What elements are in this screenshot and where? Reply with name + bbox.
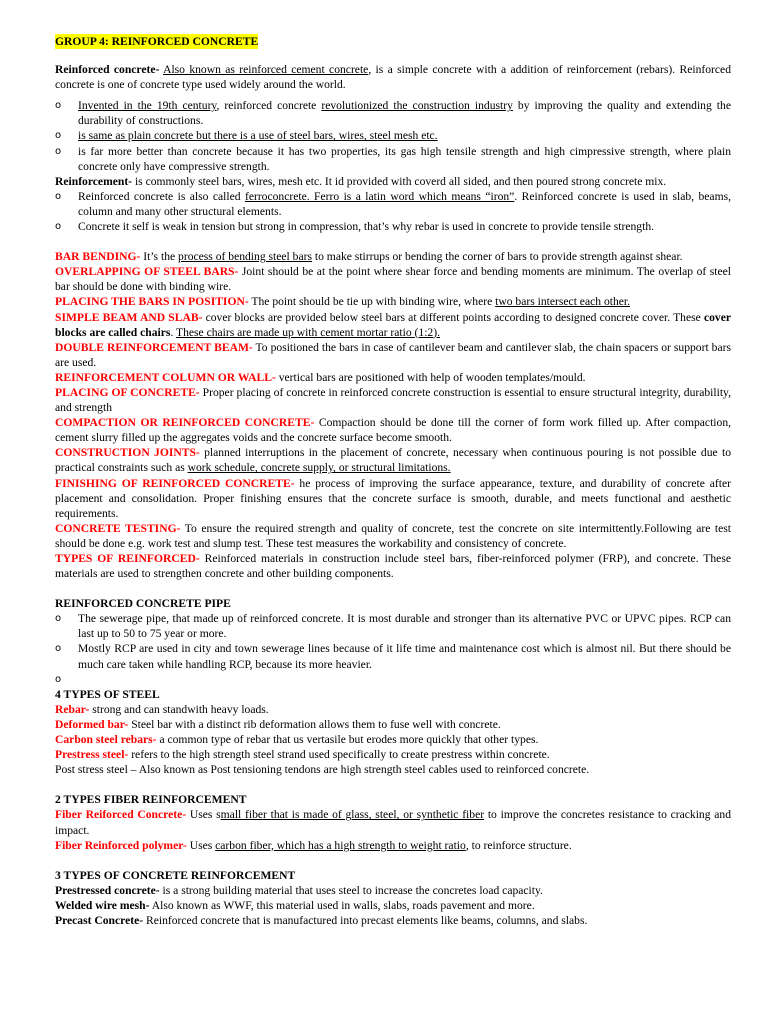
bullet-item: o is same as plain concrete but there is a use of steel bars, wires, steel mesh etc. <box>55 129 438 143</box>
bar-bending-paragraph: BAR BENDING- It’s the process of bending steel bars to make stirrups or bending the corner of bars to provide strength against shear. <box>55 250 683 264</box>
red-term: OVERLAPPING OF STEEL BARS- <box>55 265 239 279</box>
bullet-marker: o <box>55 673 62 685</box>
steel-item: Prestress steel- refers to the high strength steel strand used specifically to create prestress within concrete. <box>55 748 550 762</box>
steel-item: Rebar- strong and can standwith heavy loads. <box>55 702 269 716</box>
red-term: FINISHING OF REINFORCED CONCRETE- <box>55 476 295 490</box>
red-term: DOUBLE REINFORCEMENT BEAM- <box>55 340 253 354</box>
construction-joints-paragraph: CONSTRUCTION JOINTS- planned interruptions in the placement of concrete, necessary when continuous pouring is not possible due to practical constraints such as work schedule, concrete supply, or structural limitations. <box>55 446 731 475</box>
red-term: PLACING THE BARS IN POSITION- <box>55 295 249 309</box>
bullet-marker: o <box>55 643 62 655</box>
term: Reinforced concrete- <box>55 63 160 77</box>
fiber-heading: 2 TYPES FIBER REINFORCEMENT <box>55 793 247 807</box>
column-paragraph: REINFORCEMENT COLUMN OR WALL- vertical bars are positioned with help of wooden templates/mould. <box>55 370 586 384</box>
steel-heading: 4 TYPES OF STEEL <box>55 687 160 701</box>
bullet-item: o Reinforced concrete is also called ferroconcrete. Ferro is a latin word which means “iron”. Reinforced concrete is used in slab, beams, column and many other structural elements. <box>55 189 732 218</box>
reinforcement-paragraph: Reinforcement- is commonly steel bars, wires, mesh etc. It id provided with coverd all sided, and then poured strong concrete mix. <box>55 174 667 188</box>
intro-paragraph: Reinforced concrete- Also known as reinforced cement concrete, is a simple concrete with a addition of reinforcement (rebars). Reinforced concrete is one of concrete type used widely around the world. <box>55 63 731 92</box>
double-reinforcement-paragraph: DOUBLE REINFORCEMENT BEAM- To positioned the bars in case of cantilever beam and cantilever slab, the chain spacers or support bars are used. <box>55 340 731 369</box>
red-term: BAR BENDING- <box>55 250 141 264</box>
red-term: PLACING OF CONCRETE- <box>55 385 200 399</box>
placing-concrete-paragraph: PLACING OF CONCRETE- Proper placing of concrete in reinforced concrete construction is essential to ensure structural integrity, durability, and strength <box>55 385 731 415</box>
fiber-item: Fiber Reinforced polymer- Uses carbon fiber, which has a high strength to weight ratio, to reinforce structure. <box>55 838 572 852</box>
compaction-paragraph: COMPACTION OR REINFORCED CONCRETE- Compaction should be done till the corner of form work filled up. After compaction, cement slurry filled up the aggregates voids and the concrete surface become smooth. <box>55 416 732 445</box>
concrete-type-item: Prestressed concrete- is a strong building material that uses steel to increase the concretes load capacity. <box>55 883 543 897</box>
concrete-type-item: Precast Concrete- Reinforced concrete that is manufactured into precast elements like beams, columns, and slabs. <box>55 913 588 927</box>
bullet-item: o is far more better than concrete because it has two properties, its gas high tensile strength and high cimpressive strength, where plain concrete only have compressive strength. <box>55 144 731 173</box>
steel-item: Carbon steel rebars- a common type of rebar that us vertasile but erodes more quickly that other types. <box>55 733 539 747</box>
concrete-testing-paragraph: CONCRETE TESTING- To ensure the required strength and quality of concrete, test the concrete on site intermittently.Following are test should be done e.g. work test and slump test. These test measures the workability and consistency of concrete. <box>55 521 731 550</box>
red-term: SIMPLE BEAM AND SLAB- <box>55 310 203 324</box>
concrete-type-item: Welded wire mesh- Also known as WWF, this material used in walls, slabs, roads pavement and more. <box>55 898 535 912</box>
bullet-marker: o <box>55 130 62 142</box>
bullet-item: o Mostly RCP are used in city and town sewerage lines because of it life time and maintenance cost which is almost nil. But there should be much care taken while handling RCP, because its more heavier. <box>55 642 731 671</box>
bullet-marker: o <box>55 100 62 112</box>
finishing-paragraph: FINISHING OF REINFORCED CONCRETE- he process of improving the surface appearance, texture, and durability of concrete after placement and consolidation. Proper finishing ensures that the concrete surface is smooth, durable, and meets functional and aesthetic requirements. <box>55 476 731 520</box>
term: Reinforcement- <box>55 174 133 188</box>
red-term: REINFORCEMENT COLUMN OR WALL- <box>55 370 276 384</box>
placing-bars-paragraph: PLACING THE BARS IN POSITION- The point should be tie up with binding wire, where two bars intersect each other. <box>55 295 631 309</box>
bullet-marker: o <box>55 145 62 157</box>
document-body <box>55 34 731 928</box>
fiber-item: Fiber Reiforced Concrete- Uses small fiber that is made of glass, steel, or synthetic fiber to improve the concretes resistance to cracking and impact. <box>55 808 731 837</box>
bullet-item-empty <box>55 672 731 687</box>
red-term: COMPACTION OR REINFORCED CONCRETE- <box>55 416 315 430</box>
red-term: TYPES OF REINFORCED- <box>55 552 200 565</box>
red-term: CONCRETE TESTING- <box>55 521 181 535</box>
bullet-marker: o <box>55 613 62 625</box>
underlined-text: Also known as reinforced cement concrete <box>163 63 369 77</box>
types-reinforced-paragraph: TYPES OF REINFORCED- Reinforced materials in construction include steel bars, fiber-reinforced polymer (FRP), and concrete. These materials are used to strengthen concrete and other building components. <box>55 552 731 581</box>
bullet-marker: o <box>55 190 62 202</box>
rcp-heading: REINFORCED CONCRETE PIPE <box>55 597 231 611</box>
bullet-item: o Invented in the 19th century, reinforced concrete revolutionized the construction industry by improving the quality and extending the durability of constructions. <box>55 99 731 128</box>
steel-item: Deformed bar- Steel bar with a distinct rib deformation allows them to fuse well with concrete. <box>55 717 501 731</box>
bullet-item: o The sewerage pipe, that made up of reinforced concrete. It is most durable and stronger than its alternative PVC or UPVC pipes. RCP can last up to 50 to 75 year or more. <box>55 612 731 641</box>
bullet-item: o Concrete it self is weak in tension but strong in compression, that’s why rebar is used in concrete to provide tensile strength. <box>55 220 655 234</box>
simple-beam-paragraph: SIMPLE BEAM AND SLAB- cover blocks are provided below steel bars at different points according to designed concrete cover. These cover blocks are called chairs. These chairs are made up with cement mortar ratio (1:2). <box>55 310 731 339</box>
title-line <box>55 34 731 49</box>
concrete-types-heading: 3 TYPES OF CONCRETE REINFORCEMENT <box>55 868 296 882</box>
overlapping-paragraph: OVERLAPPING OF STEEL BARS- Joint should be at the point where shear force and bending moments are minimum. The overlap of steel bar should be done with binding wire. <box>55 265 731 294</box>
steel-item: Post stress steel – Also known as Post tensioning tendons are high strength steel cables used to reinforced concrete. <box>55 763 590 777</box>
document-title: GROUP 4: REINFORCED CONCRETE <box>55 35 259 48</box>
red-term: CONSTRUCTION JOINTS- <box>55 446 200 460</box>
bullet-marker: o <box>55 221 62 233</box>
